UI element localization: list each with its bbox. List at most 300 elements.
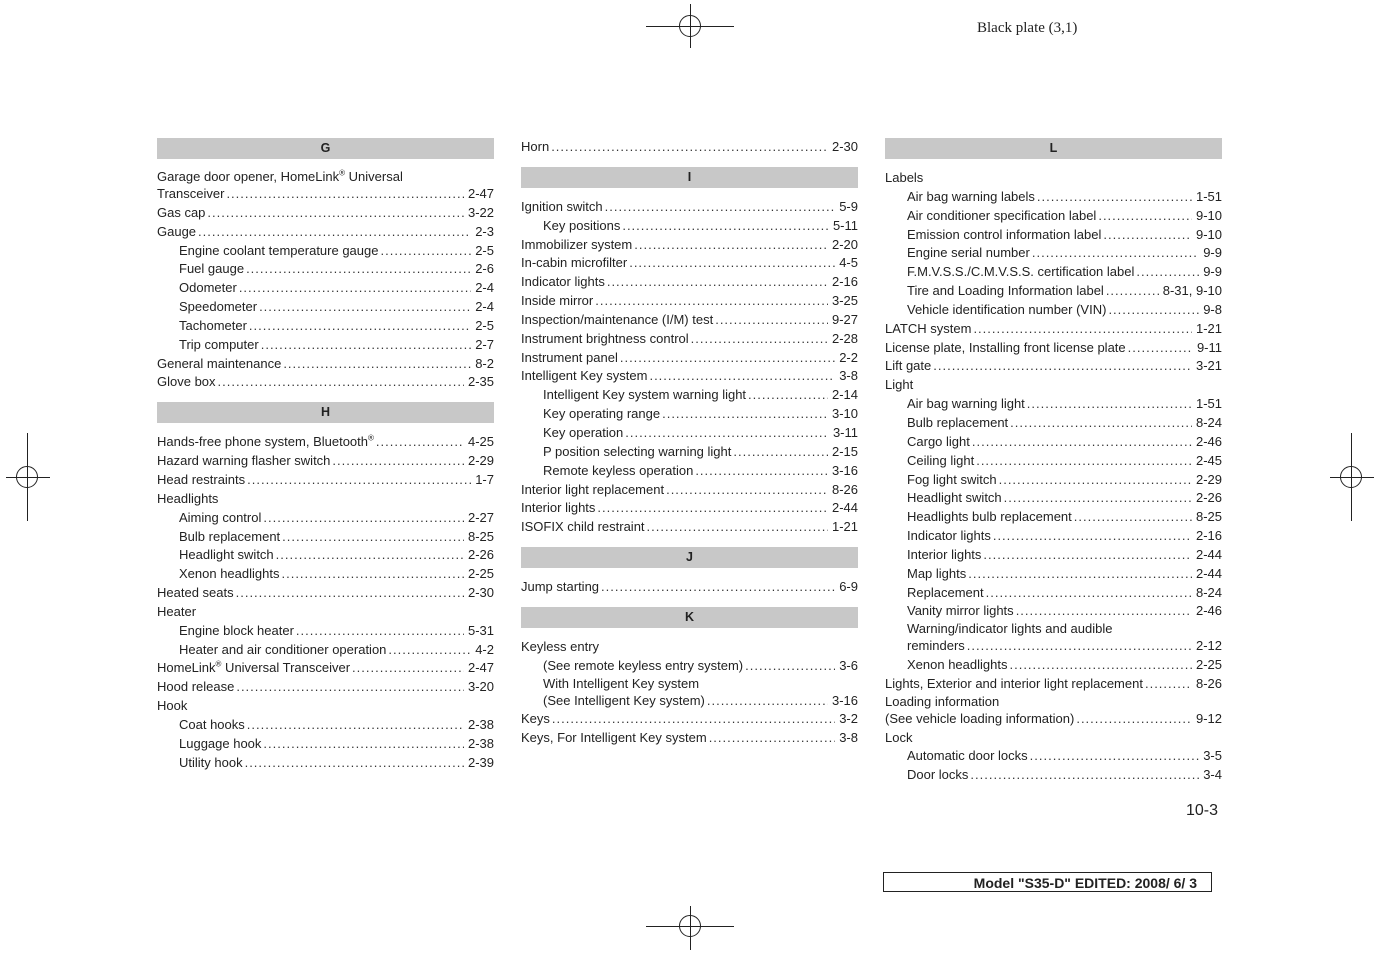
entry-text: Air bag warning labels	[907, 188, 1035, 204]
entry-text: LATCH system	[885, 320, 972, 336]
page-reference: 2-45	[1195, 452, 1222, 468]
dot-leader	[276, 546, 464, 565]
index-entry	[157, 279, 494, 298]
dot-leader	[282, 528, 464, 547]
index-heading: Light	[885, 377, 914, 393]
index-entry	[521, 386, 858, 405]
spacer	[521, 628, 858, 638]
entry-text: Ceiling light	[907, 452, 975, 468]
page-reference: 4-2	[475, 641, 494, 657]
dot-leader	[239, 279, 471, 298]
spacer	[521, 157, 858, 167]
entry-text: Gauge	[157, 223, 197, 239]
entry-text: Lift gate	[885, 358, 932, 374]
page-reference: 2-16	[1195, 528, 1222, 544]
index-heading: Warning/indicator lights and audible	[907, 621, 1113, 637]
index-entry	[521, 217, 858, 236]
page-reference: 3-16	[831, 462, 858, 478]
dot-leader	[1030, 747, 1200, 766]
page-reference: 1-51	[1195, 188, 1222, 204]
spacer	[521, 597, 858, 607]
index-entry	[885, 747, 1222, 766]
index-entry	[885, 320, 1222, 339]
entry-text: Headlight switch	[907, 490, 1002, 506]
dot-leader	[1032, 244, 1199, 263]
dot-leader	[245, 754, 464, 773]
entry-text: Bulb replacement	[907, 414, 1009, 430]
page-reference: 6-9	[839, 579, 858, 595]
index-entry	[885, 565, 1222, 584]
page-reference: 2-30	[467, 585, 494, 601]
index-entry	[521, 729, 858, 748]
dot-leader	[263, 509, 464, 528]
entry-text: License plate, Installing front license plate	[885, 339, 1126, 355]
dot-leader	[973, 320, 1192, 339]
spacer	[521, 537, 858, 547]
index-entry	[521, 657, 858, 676]
index-entry	[885, 395, 1222, 414]
page-reference: 3-8	[839, 368, 858, 384]
index-entry	[157, 584, 494, 603]
page-reference: 8-25	[1195, 509, 1222, 525]
index-heading: Lock	[885, 729, 913, 745]
entry-text: Aiming control	[179, 509, 262, 525]
section-header: K	[521, 607, 858, 628]
page-reference: 2-26	[1195, 490, 1222, 506]
page-reference: 1-7	[475, 471, 494, 487]
page-reference: 2-38	[467, 735, 494, 751]
dot-leader	[247, 471, 471, 490]
entry-text: HomeLink® Universal Transceiver	[157, 660, 351, 676]
index-entry	[885, 301, 1222, 320]
dot-leader	[1076, 710, 1192, 729]
entry-text: Ignition switch	[521, 198, 603, 214]
index-entry	[885, 357, 1222, 376]
page-reference: 8-26	[831, 481, 858, 497]
index-heading: With Intelligent Key system	[543, 675, 700, 691]
index-entry	[885, 602, 1222, 621]
index-entry	[521, 692, 858, 711]
entry-text: Interior lights	[521, 500, 596, 516]
entry-text: Heated seats	[157, 585, 234, 601]
index-entry	[157, 528, 494, 547]
page-reference: 2-29	[467, 453, 494, 469]
entry-text: Hood release	[157, 679, 235, 695]
dot-leader	[261, 336, 471, 355]
index-entry	[157, 754, 494, 773]
dot-leader	[748, 386, 828, 405]
entry-text: Engine serial number	[907, 245, 1030, 261]
dot-leader	[607, 273, 828, 292]
index-heading: Hook	[157, 698, 188, 714]
dot-leader	[198, 223, 471, 242]
entry-text: Keys	[521, 711, 550, 727]
page-reference: 2-29	[1195, 471, 1222, 487]
page-reference: 3-22	[467, 204, 494, 220]
registration-mark-right	[1330, 433, 1374, 521]
page-reference: 2-44	[831, 500, 858, 516]
index-entry	[157, 336, 494, 355]
index-entry	[521, 578, 858, 597]
entry-text: Instrument panel	[521, 349, 618, 365]
index-entry	[521, 367, 858, 386]
index-entry	[521, 138, 858, 157]
page-reference: 3-25	[831, 293, 858, 309]
section-header: J	[521, 547, 858, 568]
index-entry	[521, 462, 858, 481]
entry-text: Air conditioner specification label	[907, 207, 1097, 223]
dot-leader	[1016, 602, 1192, 621]
page-reference: 9-27	[831, 311, 858, 327]
entry-text: General maintenance	[157, 355, 282, 371]
dot-leader	[695, 462, 828, 481]
index-entry	[885, 675, 1222, 694]
model-edit-label: Model "S35-D" EDITED: 2008/ 6/ 3	[883, 872, 1212, 892]
index-entry	[521, 481, 858, 500]
dot-leader	[970, 766, 1199, 785]
index-entry	[521, 236, 858, 255]
page-reference: 1-51	[1195, 396, 1222, 412]
entry-text: Engine coolant temperature gauge	[179, 242, 379, 258]
registration-mark-bottom	[646, 906, 734, 950]
entry-text: Vanity mirror lights	[907, 603, 1014, 619]
page-reference: 2-47	[467, 186, 494, 201]
dot-leader	[1027, 395, 1192, 414]
dot-leader	[236, 584, 464, 603]
entry-text: Odometer	[179, 280, 237, 296]
page-reference: 9-8	[1203, 301, 1222, 317]
dot-leader	[620, 349, 835, 368]
entry-text: P position selecting warning light	[543, 443, 732, 459]
index-entry	[885, 433, 1222, 452]
entry-text: Horn	[521, 139, 550, 154]
entry-text: Replacement	[907, 584, 984, 600]
page-reference: 3-6	[839, 657, 858, 673]
index-entry	[157, 298, 494, 317]
spacer	[157, 159, 494, 169]
dot-leader	[263, 735, 464, 754]
page-reference: 8-2	[475, 355, 494, 371]
page-reference: 2-5	[475, 317, 494, 333]
index-entry	[885, 527, 1222, 546]
index-entry	[885, 766, 1222, 785]
spacer	[157, 423, 494, 433]
page-reference: 2-15	[831, 443, 858, 459]
registration-mark-left	[6, 433, 50, 521]
page-reference: 2-2	[839, 349, 858, 365]
entry-text: Map lights	[907, 565, 967, 581]
section-header: L	[885, 138, 1222, 159]
index-column-1	[157, 138, 494, 772]
index-entry	[521, 198, 858, 217]
index-entry	[157, 452, 494, 471]
page-reference: 9-10	[1195, 207, 1222, 223]
entry-text: Fog light switch	[907, 471, 997, 487]
page-reference: 4-5	[839, 255, 858, 271]
page-reference: 3-20	[467, 679, 494, 695]
entry-text: Heater and air conditioner operation	[179, 641, 387, 657]
entry-text: Glove box	[157, 374, 216, 390]
index-entry	[157, 659, 494, 678]
section-header: I	[521, 167, 858, 188]
index-entry	[521, 292, 858, 311]
dot-leader	[1136, 263, 1199, 282]
dot-leader	[388, 641, 471, 660]
page-reference: 9-10	[1195, 226, 1222, 242]
page-reference: 2-46	[1195, 433, 1222, 449]
dot-leader	[709, 729, 836, 748]
entry-text: Cargo light	[907, 433, 970, 449]
dot-leader	[552, 710, 835, 729]
page-reference: 8-31, 9-10	[1162, 283, 1222, 299]
entry-text: Xenon headlights	[179, 566, 280, 582]
page-reference: 2-6	[475, 261, 494, 277]
index-entry	[885, 339, 1222, 358]
page-reference: 4-25	[467, 434, 494, 450]
entry-text: Engine block heater	[179, 622, 294, 638]
index-entry	[157, 565, 494, 584]
entry-text: Inside mirror	[521, 293, 594, 309]
index-entry	[521, 518, 858, 537]
page-reference: 3-16	[831, 692, 858, 708]
page-reference: 2-4	[475, 299, 494, 315]
index-heading: Heater	[157, 603, 197, 619]
index-entry	[521, 499, 858, 518]
entry-text: Tire and Loading Information label	[907, 283, 1104, 299]
page-reference: 3-4	[1203, 767, 1222, 783]
page-reference: 9-11	[1196, 339, 1222, 355]
index-entry	[885, 207, 1222, 226]
dot-leader	[634, 236, 828, 255]
page-reference: 3-10	[831, 406, 858, 422]
index-entry	[521, 254, 858, 273]
page-reference: 5-11	[832, 217, 858, 233]
index-heading: Labels	[885, 170, 924, 185]
entry-text: Coat hooks	[179, 716, 245, 732]
dot-leader	[1037, 188, 1192, 207]
index-heading: Headlights	[157, 490, 219, 506]
page-reference: 9-9	[1203, 245, 1222, 261]
page-reference: 2-26	[467, 547, 494, 563]
dot-leader	[983, 546, 1192, 565]
dot-leader	[226, 185, 464, 204]
page-reference: 3-2	[839, 711, 858, 727]
index-entry	[157, 546, 494, 565]
entry-text: (See remote keyless entry system)	[543, 657, 744, 673]
page-reference: 2-39	[467, 754, 494, 770]
dot-leader	[972, 433, 1192, 452]
spacer	[885, 159, 1222, 169]
spacer	[521, 188, 858, 198]
entry-text: Immobilizer system	[521, 236, 633, 252]
index-entry	[157, 622, 494, 641]
dot-leader	[933, 357, 1192, 376]
index-entry	[157, 678, 494, 697]
index-entry	[885, 282, 1222, 301]
entry-text: Door locks	[907, 767, 969, 783]
index-entry	[157, 373, 494, 392]
page-reference: 2-27	[467, 509, 494, 525]
index-column-3	[885, 138, 1222, 785]
dot-leader	[1004, 489, 1192, 508]
entry-text: Remote keyless operation	[543, 462, 694, 478]
page-reference: 9-9	[1203, 264, 1222, 280]
dot-leader	[283, 355, 471, 374]
dot-leader	[247, 716, 464, 735]
index-entry	[885, 244, 1222, 263]
spacer	[521, 568, 858, 578]
index-entry	[885, 414, 1222, 433]
dot-leader	[332, 452, 464, 471]
entry-text: Key positions	[543, 217, 621, 233]
index-entry	[885, 656, 1222, 675]
section-header: H	[157, 402, 494, 423]
page-reference: 2-3	[475, 223, 494, 239]
dot-leader	[1108, 301, 1199, 320]
dot-leader	[629, 254, 835, 273]
page-reference: 2-16	[831, 274, 858, 290]
page-reference: 8-25	[467, 528, 494, 544]
page-reference: 2-4	[475, 280, 494, 296]
page-reference: 2-28	[831, 330, 858, 346]
dot-leader	[625, 424, 829, 443]
dot-leader	[1145, 675, 1192, 694]
dot-leader	[1009, 656, 1191, 675]
index-entry	[885, 710, 1222, 729]
index-entry	[521, 710, 858, 729]
index-entry	[521, 311, 858, 330]
page-reference: 2-25	[467, 566, 494, 582]
index-entry	[157, 355, 494, 374]
dot-leader	[380, 242, 471, 261]
entry-text: Automatic door locks	[907, 748, 1028, 764]
index-entry	[157, 641, 494, 660]
index-entry	[157, 242, 494, 261]
dot-leader	[968, 565, 1192, 584]
entry-text: Air bag warning light	[907, 396, 1025, 412]
entry-text: Fuel gauge	[179, 261, 245, 277]
page-reference: 2-46	[1195, 603, 1222, 619]
dot-leader	[218, 373, 464, 392]
entry-text: Emission control information label	[907, 226, 1102, 242]
entry-text: Key operating range	[543, 406, 661, 422]
page-reference: 2-44	[1195, 546, 1222, 562]
entry-text: Jump starting	[521, 579, 600, 595]
page-reference: 5-31	[467, 622, 494, 638]
index-entry	[885, 508, 1222, 527]
entry-text: Interior light replacement	[521, 481, 665, 497]
entry-text: Inspection/maintenance (I/M) test	[521, 311, 714, 327]
index-heading: Loading information	[885, 693, 1000, 709]
dot-leader	[296, 622, 464, 641]
entry-text: Lights, Exterior and interior light replacement	[885, 675, 1143, 691]
dot-leader	[605, 198, 836, 217]
page-reference: 2-38	[467, 716, 494, 732]
entry-text: Interior lights	[907, 546, 982, 562]
entry-text: Headlights bulb replacement	[907, 509, 1072, 525]
entry-text: Luggage hook	[179, 735, 262, 751]
index-entry	[157, 433, 494, 452]
spacer	[157, 392, 494, 402]
entry-text: (See vehicle loading information)	[885, 710, 1075, 726]
page-reference: 1-21	[831, 519, 858, 535]
index-entry	[157, 204, 494, 223]
entry-text: Bulb replacement	[179, 528, 281, 544]
entry-text: ISOFIX child restraint	[521, 519, 645, 535]
index-entry	[885, 637, 1222, 656]
entry-text: Indicator lights	[521, 274, 605, 290]
page-reference: 8-26	[1195, 675, 1222, 691]
entry-text: Headlight switch	[179, 547, 274, 563]
entry-text: reminders	[907, 638, 965, 654]
dot-leader	[249, 317, 471, 336]
dot-leader	[733, 443, 828, 462]
dot-leader	[1074, 508, 1192, 527]
page-reference: 2-14	[831, 387, 858, 403]
page-reference: 9-12	[1195, 710, 1222, 726]
page-reference: 5-9	[839, 198, 858, 214]
entry-text: Hands-free phone system, Bluetooth®	[157, 433, 374, 450]
page-reference: 3-5	[1203, 748, 1222, 764]
page-reference: 1-21	[1195, 320, 1222, 336]
dot-leader	[246, 260, 471, 279]
dot-leader	[986, 584, 1192, 603]
dot-leader	[1010, 414, 1192, 433]
dot-leader	[259, 298, 471, 317]
dot-leader	[281, 565, 463, 584]
entry-text: F.M.V.S.S./C.M.V.S.S. certification label	[907, 264, 1135, 280]
dot-leader	[597, 499, 828, 518]
index-entry	[885, 489, 1222, 508]
dot-leader	[352, 659, 464, 678]
section-header: G	[157, 138, 494, 159]
index-entry	[885, 471, 1222, 490]
dot-leader	[551, 138, 828, 157]
dot-leader	[236, 678, 464, 697]
page-reference: 3-8	[839, 730, 858, 746]
entry-text: Intelligent Key system	[521, 368, 648, 384]
dot-leader	[622, 217, 829, 236]
entry-text: Instrument brightness control	[521, 330, 689, 346]
dot-leader	[662, 405, 828, 424]
index-entry	[521, 443, 858, 462]
index-entry	[521, 349, 858, 368]
dot-leader	[1098, 207, 1192, 226]
dot-leader	[1128, 339, 1193, 358]
dot-leader	[993, 527, 1192, 546]
page-reference: 2-12	[1195, 638, 1222, 654]
page-reference: 8-24	[1195, 414, 1222, 430]
entry-text: Speedometer	[179, 299, 258, 315]
dot-leader	[601, 578, 835, 597]
page-reference: 2-47	[467, 660, 494, 676]
dot-leader	[999, 471, 1192, 490]
page-reference: 3-21	[1195, 358, 1222, 374]
page-reference: 2-20	[831, 236, 858, 252]
dot-leader	[649, 367, 835, 386]
entry-text: Vehicle identification number (VIN)	[907, 301, 1107, 317]
index-entry	[157, 509, 494, 528]
plate-label: Black plate (3,1)	[977, 20, 1078, 36]
entry-text: Gas cap	[157, 204, 206, 220]
index-entry	[521, 273, 858, 292]
index-entry	[885, 584, 1222, 603]
index-entry	[885, 226, 1222, 245]
dot-leader	[1103, 226, 1192, 245]
page-reference: 2-44	[1195, 565, 1222, 581]
dot-leader	[976, 452, 1192, 471]
entry-text: Key operation	[543, 424, 624, 440]
